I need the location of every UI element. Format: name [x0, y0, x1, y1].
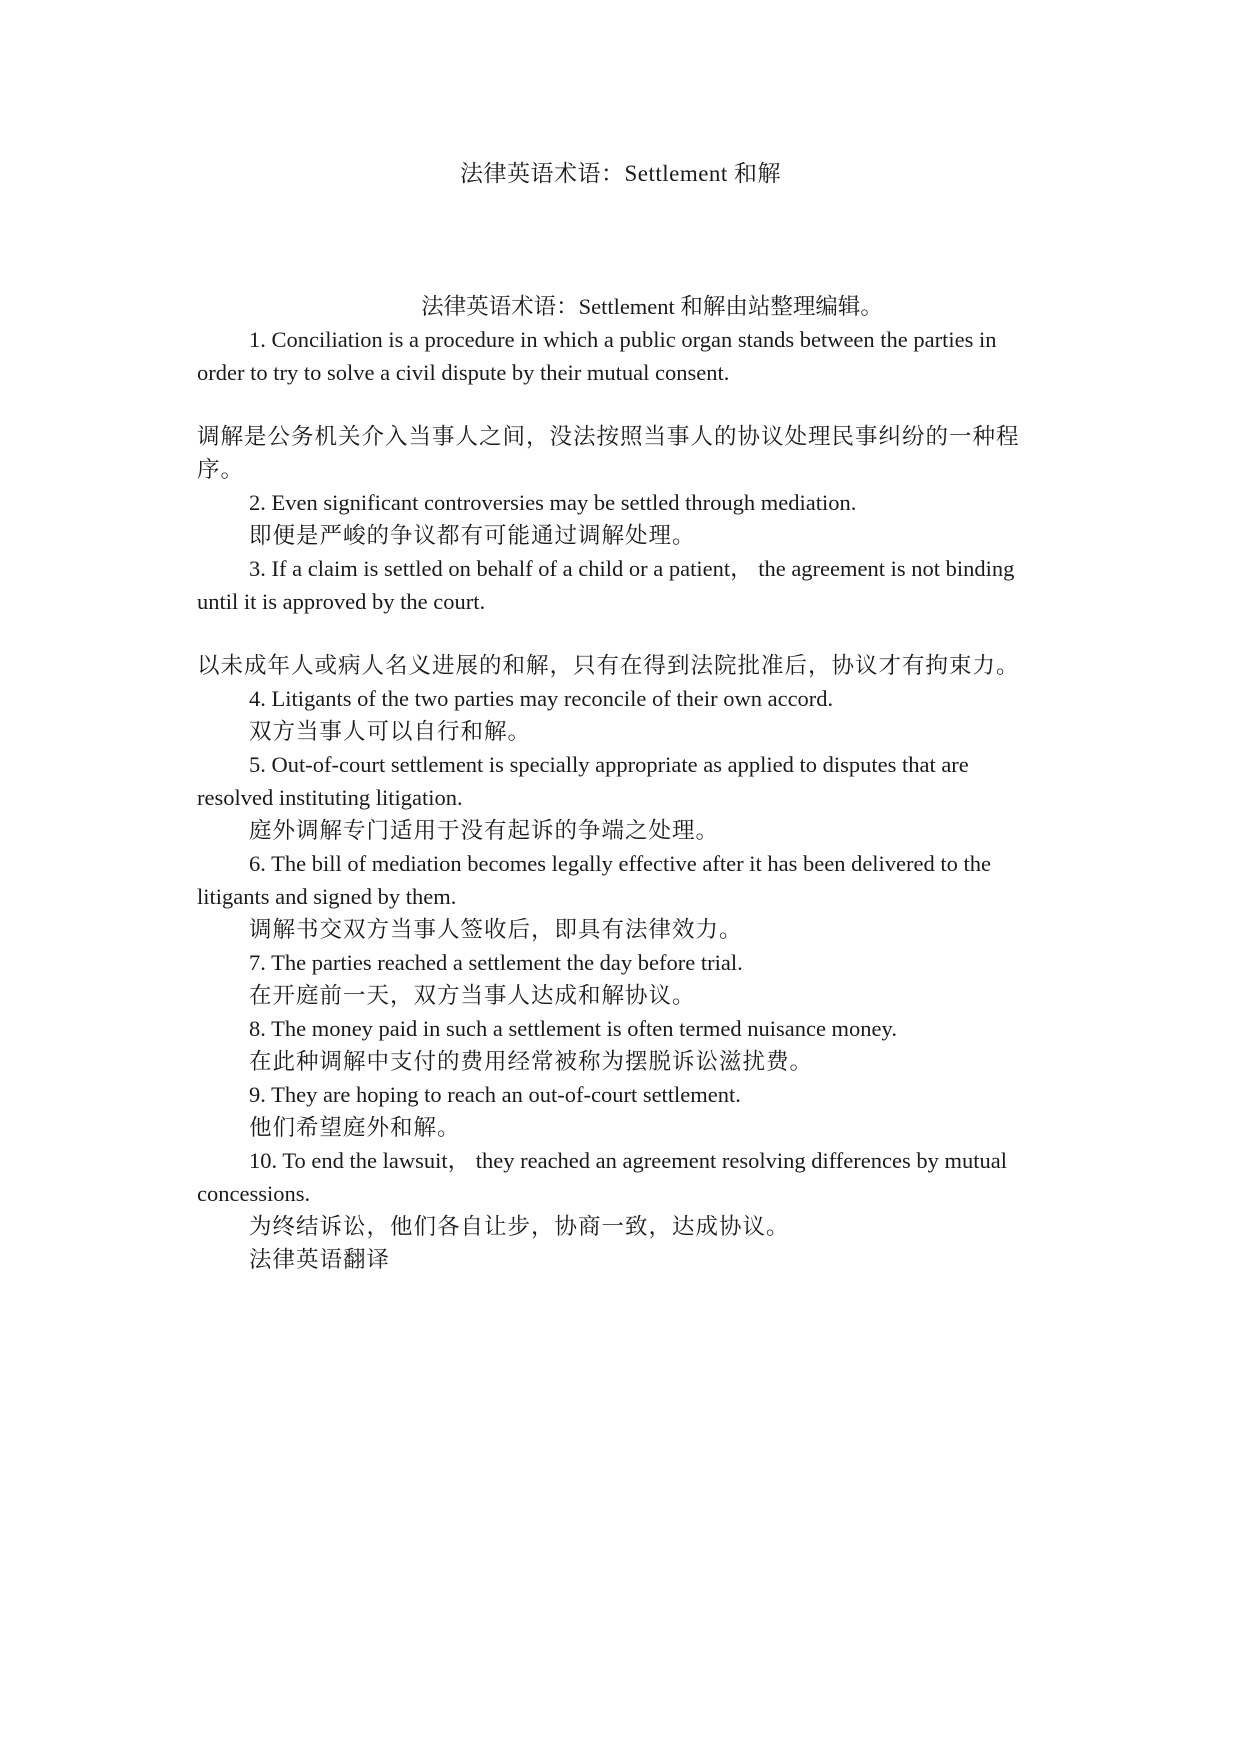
item-8-chinese: 在此种调解中支付的费用经常被称为摆脱诉讼滋扰费。	[249, 1049, 814, 1074]
item-2-english: 2. Even significant controversies may be settled through mediation.	[249, 490, 857, 515]
item-3-chinese: 以未成年人或病人名义进展的和解，只有在得到法院批准后，协议才有拘束力。	[197, 653, 1020, 678]
document-footer: 法律英语翻译	[249, 1247, 391, 1272]
item-4-chinese: 双方当事人可以自行和解。	[249, 719, 532, 744]
item-2-chinese: 即便是严峻的争议都有可能通过调解处理。	[249, 523, 696, 548]
item-6-chinese: 调解书交双方当事人签收后，即具有法律效力。	[249, 917, 743, 942]
item-10-chinese: 为终结诉讼，他们各自让步，协商一致，达成协议。	[249, 1214, 790, 1239]
item-7-chinese: 在开庭前一天，双方当事人达成和解协议。	[249, 983, 696, 1008]
item-1-english: 1. Conciliation is a procedure in which a public organ stands between the parties in order to try to solve a civil dispute by their mutual consent.	[197, 327, 997, 385]
document-title: 法律英语术语：Settlement 和解	[459, 161, 782, 186]
item-5-english: 5. Out-of-court settlement is specially appropriate as applied to disputes that are resolved instituting litigation.	[197, 752, 969, 810]
item-9-chinese: 他们希望庭外和解。	[249, 1115, 461, 1140]
item-6-english: 6. The bill of mediation becomes legally effective after it has been delivered to the litigants and signed by them.	[197, 851, 992, 909]
item-3-english: 3. If a claim is settled on behalf of a child or a patient， the agreement is not binding until it is approved by the court.	[197, 556, 1015, 614]
item-5-chinese: 庭外调解专门适用于没有起诉的争端之处理。	[249, 818, 720, 843]
item-9-english: 9. They are hoping to reach an out-of-court settlement.	[249, 1082, 741, 1107]
item-10-english: 10. To end the lawsuit， they reached an agreement resolving differences by mutual concessions.	[197, 1148, 1007, 1206]
document-body	[197, 290, 1047, 1276]
item-8-english: 8. The money paid in such a settlement is often termed nuisance money.	[249, 1016, 897, 1041]
item-4-english: 4. Litigants of the two parties may reconcile of their own accord.	[249, 686, 834, 711]
item-1-chinese: 调解是公务机关介入当事人之间，没法按照当事人的协议处理民事纠纷的一种程序。	[197, 424, 1020, 482]
document-subtitle: 法律英语术语：Settlement 和解由站整理编辑。	[421, 294, 883, 319]
item-7-english: 7. The parties reached a settlement the day before trial.	[249, 950, 743, 975]
